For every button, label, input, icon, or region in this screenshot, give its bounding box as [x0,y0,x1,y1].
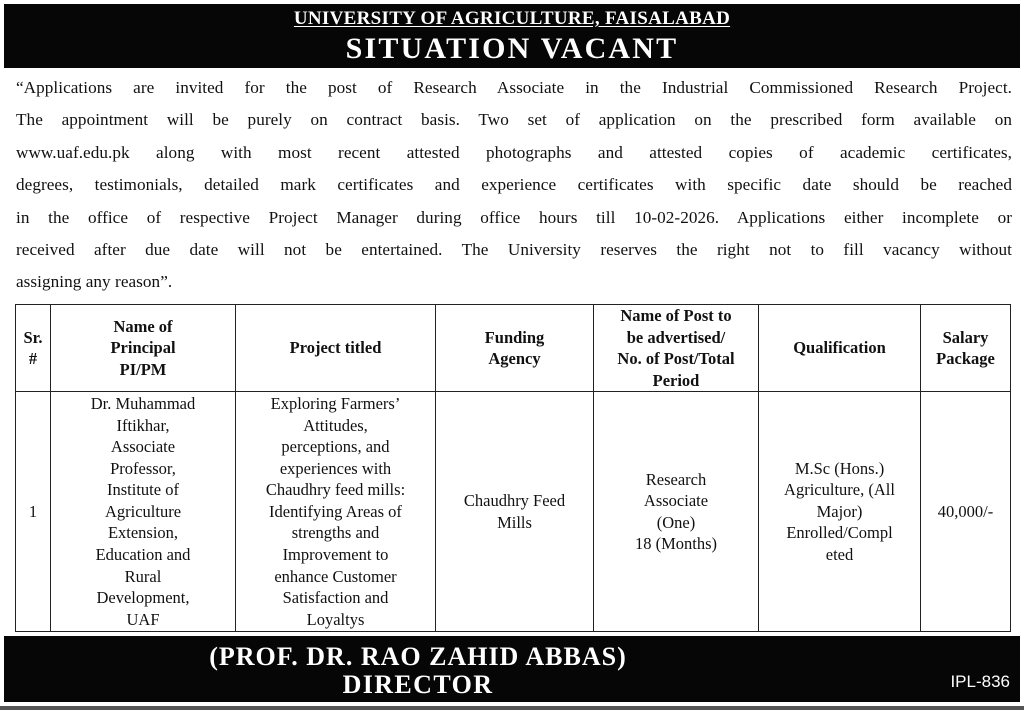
header-project: Project titled [236,305,436,392]
intro-line: “Applications are invited for the post of Research Associate in the Industrial Commissioned Research Project. [16,78,1012,97]
header-principal: Name of Principal PI/PM [51,305,236,392]
cell-funding: Chaudhry Feed Mills [436,392,594,632]
intro-line: assigning any reason”. [16,272,173,292]
intro-line: degrees, testimonials, detailed mark certificates and experience certificates with specific date should be reached [16,175,1012,195]
university-name: UNIVERSITY OF AGRICULTURE, FAISALABAD [293,8,731,29]
table-row [16,392,1011,632]
notice-title: SITUATION VACANT [345,32,679,65]
signatory-designation: DIRECTOR [342,670,494,699]
cell-project: Exploring Farmers’ Attitudes, perceptions, and experiences with Chaudhry feed mills: Identifying Areas of strengths and Improvement to enhance Customer Satisfaction and Loyaltys [236,392,436,632]
cell-sr: 1 [16,392,51,632]
cell-principal: Dr. Muhammad Iftikhar, Associate Professor, Institute of Agriculture Extension, Education and Rural Development, UAF [51,392,236,632]
intro-line: www.uaf.edu.pk along with most recent attested photographs and attested copies of academic certificates, [16,142,1012,162]
intro-line: in the office of respective Project Manager during office hours till 10-02-2026. Applications either incomplete or [16,207,1012,227]
table-header-row [16,305,1011,392]
signatory-name: (PROF. DR. RAO ZAHID ABBAS) [209,642,627,671]
vacancy-table [15,304,1011,632]
intro-line: received after due date will not be entertained. The University reserves the right not to fill vacancy without [16,240,1012,260]
bottom-border-line [0,706,1024,710]
header-funding: Funding Agency [436,305,594,392]
header-qualification: Qualification [759,305,921,392]
notice-header [4,4,1020,68]
intro-line: The appointment will be purely on contract basis. Two set of application on the prescribed form available on [16,110,1012,130]
reference-code: IPL-836 [950,672,1010,691]
cell-post: Research Associate (One) 18 (Months) [594,392,759,632]
cell-salary: 40,000/- [921,392,1011,632]
cell-qualification: M.Sc (Hons.) Agriculture, (All Major) Enrolled/Compl eted [759,392,921,632]
header-salary: Salary Package [921,305,1011,392]
signature-footer [4,636,1020,702]
intro-paragraph [16,72,1012,299]
header-post: Name of Post to be advertised/ No. of Post/Total Period [594,305,759,392]
header-sr: Sr. # [16,305,51,392]
